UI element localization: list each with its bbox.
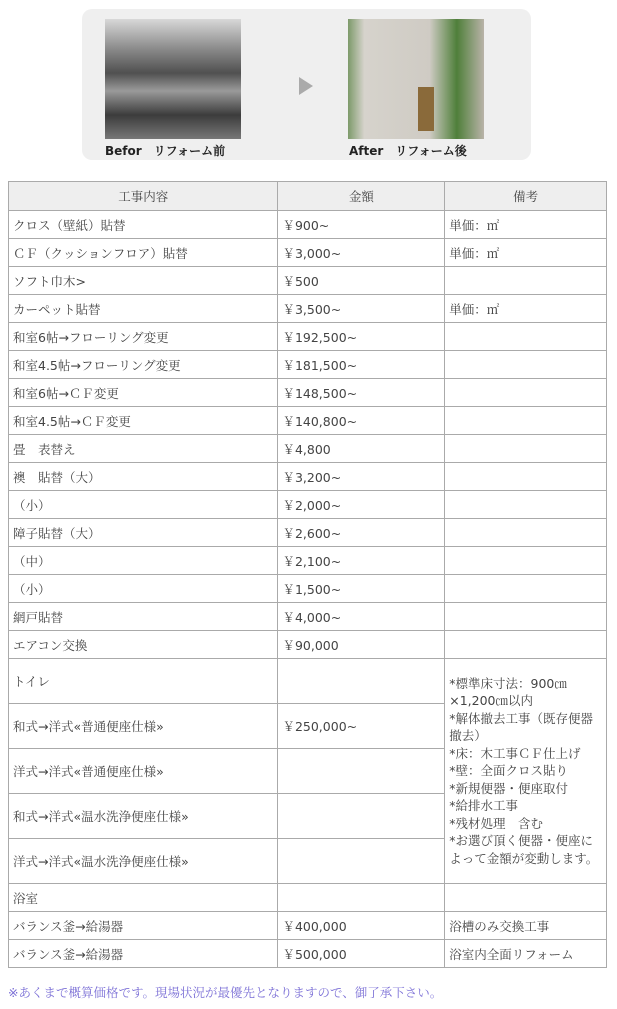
price-table <box>8 181 607 968</box>
table-cell <box>278 839 445 884</box>
table-row <box>9 940 607 968</box>
table-row <box>9 295 607 323</box>
table-cell: ￥181,500~ <box>278 351 445 379</box>
table-cell: ￥192,500~ <box>278 323 445 351</box>
table-cell <box>445 603 607 631</box>
table-cell: 浴室内全面リフォーム <box>445 940 607 968</box>
table-cell: ￥3,200~ <box>278 463 445 491</box>
table-cell: ￥250,000~ <box>278 704 445 749</box>
table-cell: バランス釜→給湯器 <box>9 912 278 940</box>
table-cell: ￥500 <box>278 267 445 295</box>
before-caption: Befor リフォーム前 <box>105 144 226 158</box>
table-cell: ￥400,000 <box>278 912 445 940</box>
table-row <box>9 435 607 463</box>
table-row <box>9 323 607 351</box>
table-cell: バランス釜→給湯器 <box>9 940 278 968</box>
table-cell <box>445 379 607 407</box>
table-cell: 和式→洋式«温水洗浄便座仕様» <box>9 794 278 839</box>
table-cell: 畳 表替え <box>9 435 278 463</box>
table-cell: ￥500,000 <box>278 940 445 968</box>
table-cell <box>445 323 607 351</box>
note-line: *解体撤去工事（既存便器撤去） <box>449 710 594 744</box>
table-cell: 単価：㎡ <box>445 239 607 267</box>
table-row <box>9 603 607 631</box>
table-row <box>9 463 607 491</box>
note-line: *お選び頂く便器・便座によって金額が変動します。 <box>449 833 599 866</box>
table-cell: ＣＦ（クッションフロア）貼替 <box>9 239 278 267</box>
door <box>418 87 434 131</box>
after-caption: After リフォーム後 <box>349 144 467 158</box>
table-cell <box>445 519 607 547</box>
table-row <box>9 912 607 940</box>
after-photo <box>348 19 484 139</box>
table-cell <box>445 463 607 491</box>
table-cell: （小） <box>9 491 278 519</box>
table-cell: ソフト巾木> <box>9 267 278 295</box>
table-cell: ￥2,000~ <box>278 491 445 519</box>
table-row <box>9 379 607 407</box>
table-row <box>9 267 607 295</box>
header-note: 備考 <box>445 182 607 211</box>
note-line: *残材処理 含む <box>449 815 544 831</box>
table-cell <box>278 659 445 704</box>
header-work: 工事内容 <box>9 182 278 211</box>
table-cell: （小） <box>9 575 278 603</box>
table-cell: ￥3,000~ <box>278 239 445 267</box>
table-row <box>9 239 607 267</box>
table-cell: 洋式→洋式«普通便座仕様» <box>9 749 278 794</box>
table-row <box>9 351 607 379</box>
header-price: 金額 <box>278 182 445 211</box>
footer-note: ※あくまで概算価格です。現場状況が最優先となりますので、御了承下さい。 <box>8 985 443 1000</box>
table-row <box>9 407 607 435</box>
table-cell: 網戸貼替 <box>9 603 278 631</box>
table-row <box>9 631 607 659</box>
table-row <box>9 211 607 239</box>
table-row <box>9 659 607 704</box>
table-cell: 和室4.5帖→フローリング変更 <box>9 351 278 379</box>
table-cell: トイレ <box>9 659 278 704</box>
note-line: *標準床寸法：900㎝×1,200㎝以内 <box>449 675 567 709</box>
arrow-right-icon <box>299 77 313 95</box>
table-cell: 浴室 <box>9 884 278 912</box>
table-row <box>9 575 607 603</box>
table-cell: ￥140,800~ <box>278 407 445 435</box>
note-line: *壁：全面クロス貼り <box>449 763 569 779</box>
table-cell: ￥900~ <box>278 211 445 239</box>
table-cell: ￥148,500~ <box>278 379 445 407</box>
table-cell: ￥90,000 <box>278 631 445 659</box>
table-cell: 和式→洋式«普通便座仕様» <box>9 704 278 749</box>
table-cell: 単価：㎡ <box>445 295 607 323</box>
table-cell: （中） <box>9 547 278 575</box>
table-cell <box>278 884 445 912</box>
table-cell: ￥4,000~ <box>278 603 445 631</box>
table-cell: ￥1,500~ <box>278 575 445 603</box>
table-cell <box>445 435 607 463</box>
table-cell: 浴槽のみ交換工事 <box>445 912 607 940</box>
table-cell: 和室4.5帖→ＣＦ変更 <box>9 407 278 435</box>
table-cell: 和室6帖→ＣＦ変更 <box>9 379 278 407</box>
table-header <box>9 182 607 211</box>
table-cell <box>278 794 445 839</box>
table-cell <box>445 351 607 379</box>
table-cell: 障子貼替（大） <box>9 519 278 547</box>
table-cell: 単価：㎡ <box>445 211 607 239</box>
table-cell <box>445 884 607 912</box>
table-row <box>9 519 607 547</box>
table-cell: ￥2,600~ <box>278 519 445 547</box>
table-cell <box>445 575 607 603</box>
table-cell <box>445 267 607 295</box>
table-row <box>9 884 607 912</box>
table-cell <box>445 547 607 575</box>
table-cell: ￥3,500~ <box>278 295 445 323</box>
table-cell <box>445 631 607 659</box>
note-line: *新規便器・便座取付 <box>449 780 569 796</box>
table-cell: 和室6帖→フローリング変更 <box>9 323 278 351</box>
before-photo <box>105 19 241 139</box>
table-cell <box>445 407 607 435</box>
table-cell: 洋式→洋式«温水洗浄便座仕様» <box>9 839 278 884</box>
note-line: *給排水工事 <box>449 798 519 814</box>
table-cell: ￥4,800 <box>278 435 445 463</box>
table-cell: カーペット貼替 <box>9 295 278 323</box>
table-row <box>9 491 607 519</box>
note-line: *床：木工事ＣＦ仕上げ <box>449 745 581 761</box>
table-cell: 襖 貼替（大） <box>9 463 278 491</box>
table-cell: クロス（壁紙）貼替 <box>9 211 278 239</box>
table-cell: エアコン交換 <box>9 631 278 659</box>
table-cell <box>278 749 445 794</box>
table-cell: ￥2,100~ <box>278 547 445 575</box>
table-cell <box>445 491 607 519</box>
toilet-note <box>445 659 607 884</box>
table-row <box>9 547 607 575</box>
